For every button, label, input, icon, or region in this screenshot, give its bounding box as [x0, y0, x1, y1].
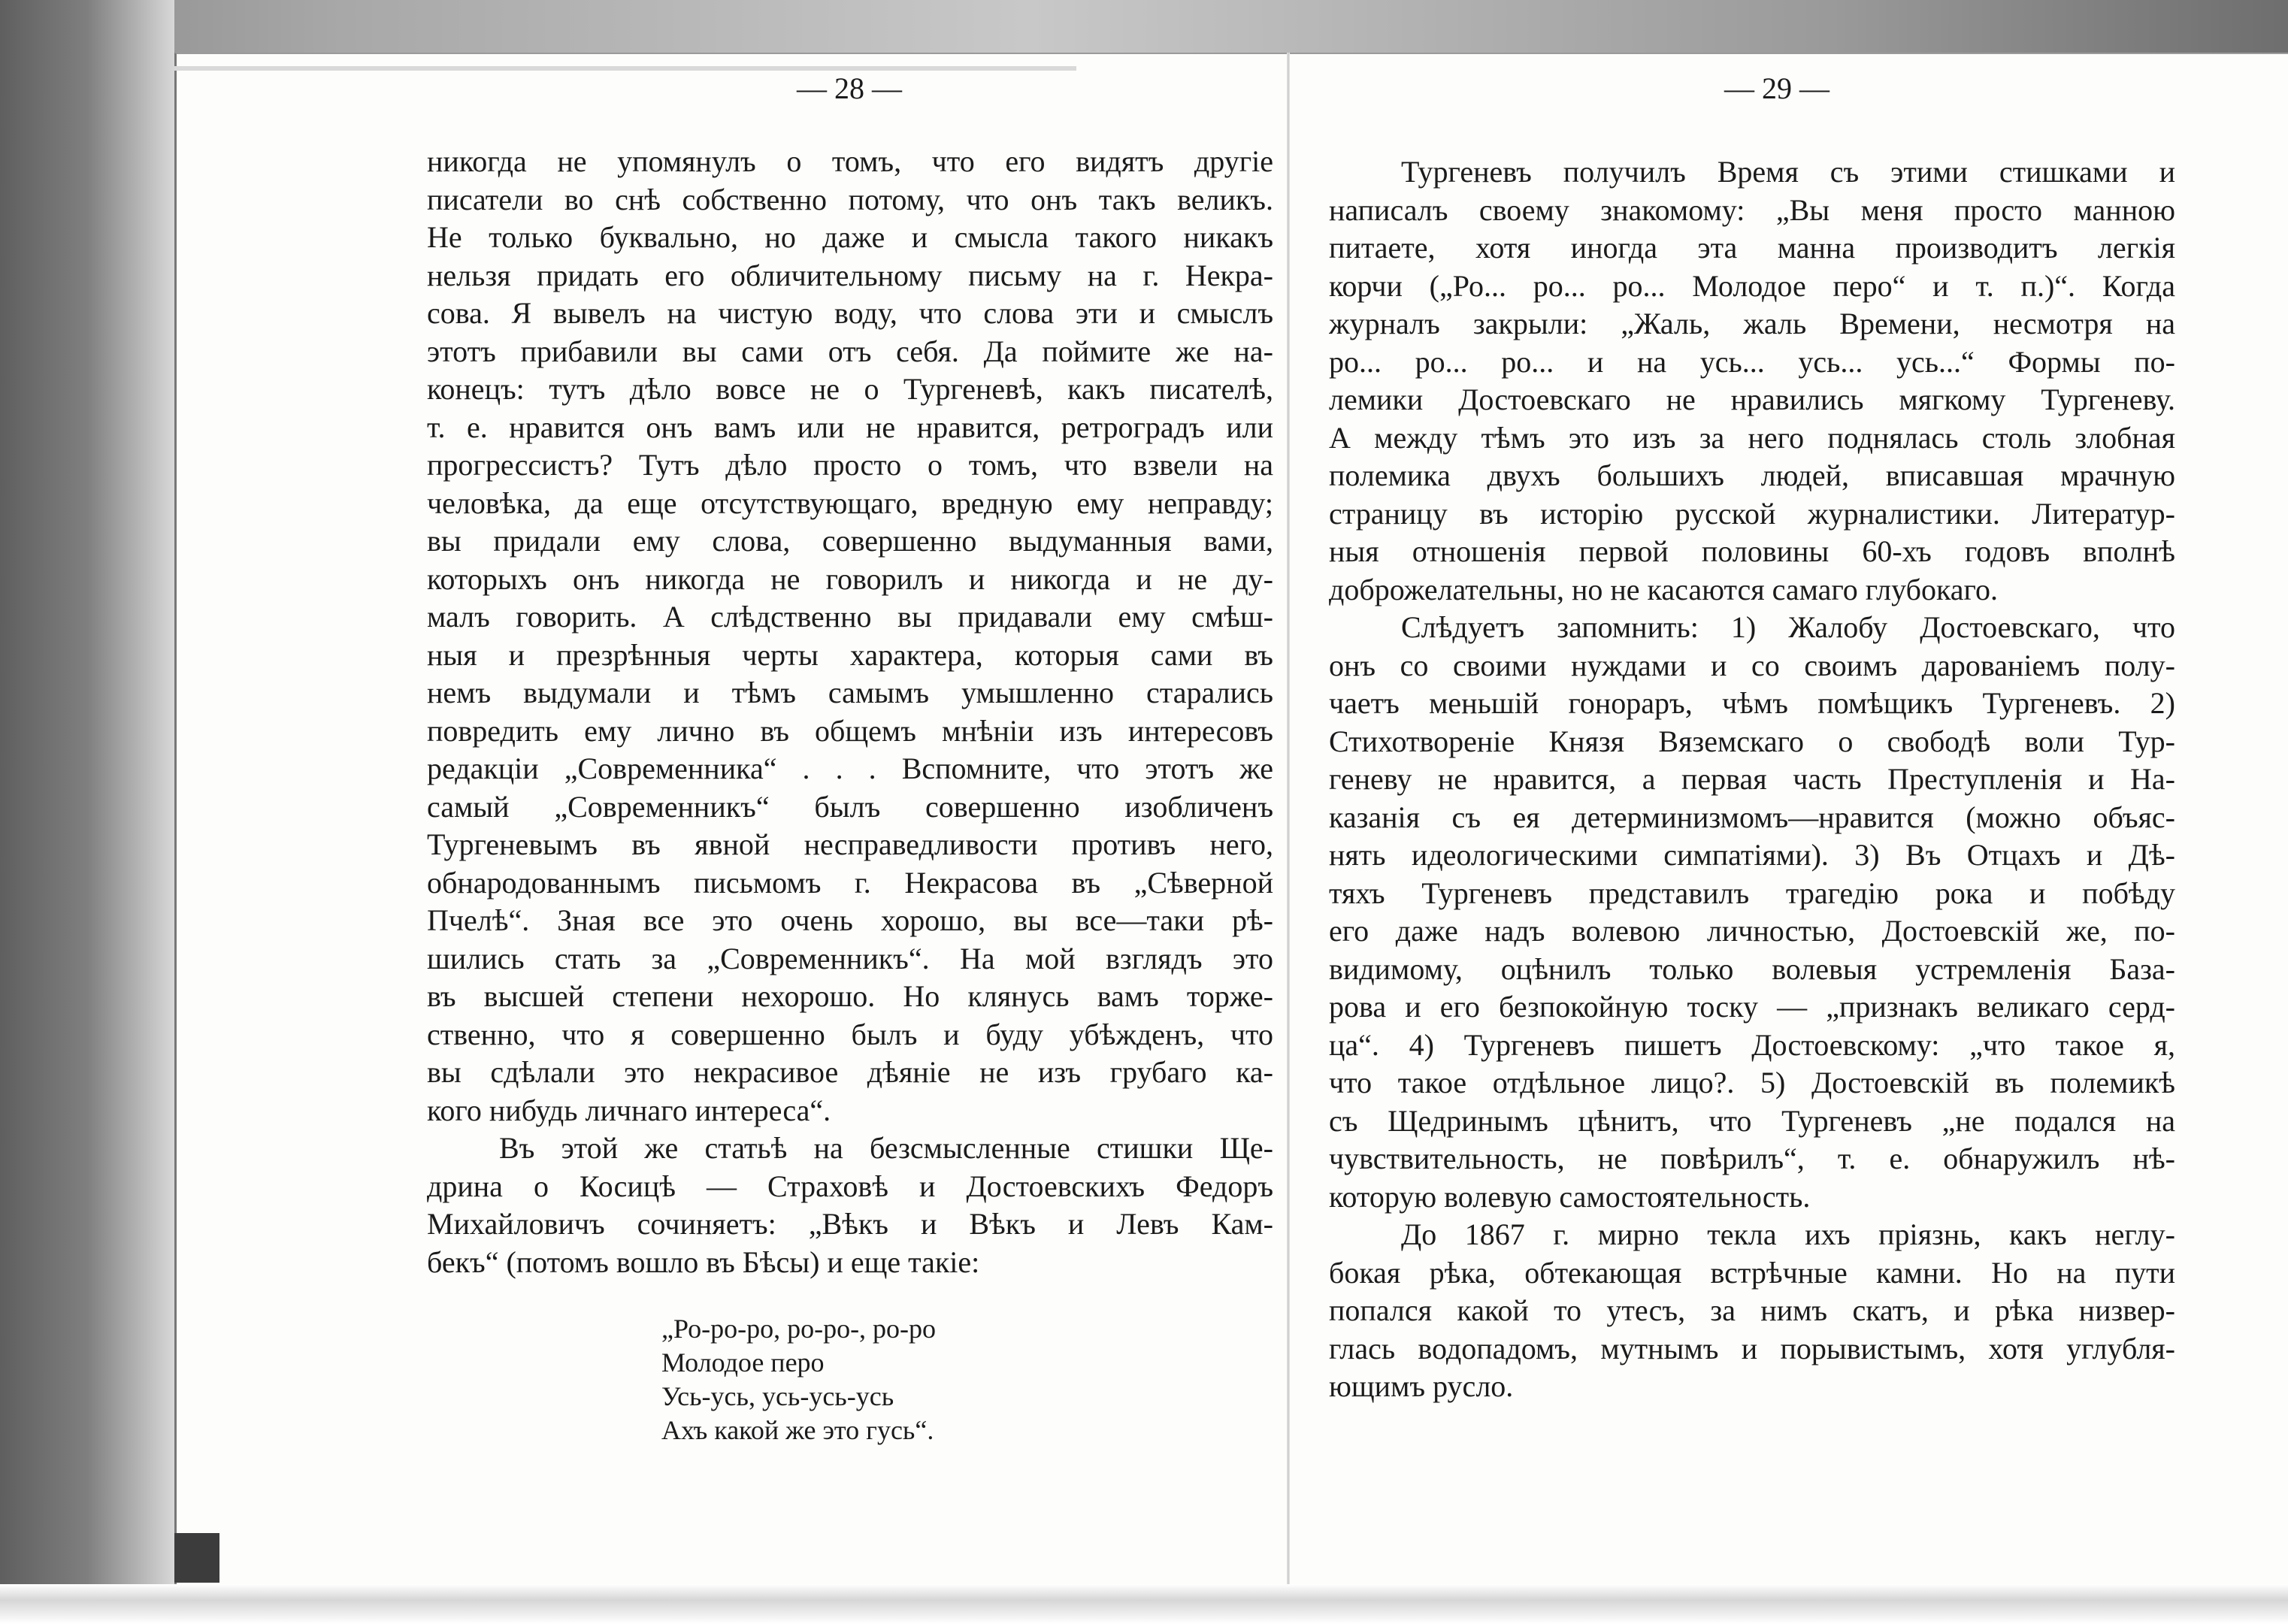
scan-corner-mark: [174, 1533, 219, 1583]
text-line: ца“. 4) Тургеневъ пишетъ Достоевскому: „что такое я,: [1329, 1027, 2175, 1062]
scanner-shadow-bottom: [0, 1584, 2288, 1624]
text-line: писатели во снѣ собственно потому, что онъ такъ великъ.: [427, 182, 1273, 216]
text-line: нельзя придать его обличительному письму на г. Некра-: [427, 258, 1273, 292]
text-line: прогрессистъ? Тутъ дѣло просто о томъ, что взвели на: [427, 448, 1273, 482]
right-page-text: [1329, 153, 2175, 1406]
text-line: которую волевую самостоятельность.: [1329, 1179, 1811, 1214]
verse-quote: [661, 1312, 1112, 1447]
text-line: казанiя съ ея детерминизмомъ—нравится (можно объяс-: [1329, 800, 2175, 834]
text-line: ственно, что я совершенно былъ и буду убѣжденъ, что: [427, 1017, 1273, 1051]
text-line: повредить ему лично въ общемъ мнѣнiи изъ интересовъ: [427, 713, 1273, 748]
text-line: ро... ро... ро... и на усь... усь... усь...“ Формы по-: [1329, 344, 2175, 379]
text-line: дрина о Косицѣ — Страховѣ и Достоевскихъ Федоръ: [427, 1169, 1273, 1203]
scanner-shadow-left: [0, 0, 174, 1624]
text-line: малъ говорить. А слѣдственно вы придавали ему смѣш-: [427, 600, 1273, 634]
text-line: съ Щедринымъ цѣнитъ, что Тургеневъ „не подался на: [1329, 1103, 2175, 1138]
text-line: сова. Я вывелъ на чистую воду, что слова эти и смыслъ: [427, 296, 1273, 330]
book-gutter: [1287, 53, 1290, 1589]
text-line: ныя отношенiя первой половины 60-хъ годовъ вполнѣ: [1329, 534, 2175, 568]
text-line: глась водопадомъ, мутнымъ и порывистымъ, хотя углубля-: [1329, 1331, 2175, 1365]
text-line: корчи („Ро... ро... ро... Молодое перо“ и т. п.)“. Когда: [1329, 268, 2175, 303]
text-line: этотъ прибавили вы сами отъ себя. Да поймите же на-: [427, 334, 1273, 368]
text-line: ющимъ русло.: [1329, 1369, 1514, 1403]
paper-edge: [174, 66, 1076, 71]
text-line: страницу въ исторiю русской журналистики. Литератур-: [1329, 496, 2175, 531]
text-line: До 1867 г. мирно текла ихъ прiязнь, какъ неглу-: [1401, 1217, 2175, 1251]
text-line: въ высшей степени нехорошо. Но клянусь вамъ торже-: [427, 979, 1273, 1013]
text-line: написалъ своему знакомому: „Вы меня просто манною: [1329, 192, 2175, 227]
text-line: конецъ: тутъ дѣло вовсе не о Тургеневѣ, какъ писателѣ,: [427, 372, 1273, 406]
text-line: кого нибудь личнаго интереса“.: [427, 1093, 831, 1127]
scanner-shadow-top: [0, 0, 2288, 60]
left-page-text: [427, 143, 1273, 1281]
text-line: Тургеневымъ въ явной несправедливости противъ него,: [427, 827, 1273, 861]
text-line: т. е. нравится онъ вамъ или не нравится, ретроградъ или: [427, 410, 1273, 444]
text-line: никогда не упомянулъ о томъ, что его видятъ другiе: [427, 144, 1273, 178]
text-line: видимому, оцѣнилъ только волевыя устремленiя База-: [1329, 951, 2175, 986]
text-line: самый „Современникъ“ былъ совершенно изобличенъ: [427, 789, 1273, 824]
text-line: что такое отдѣльное лицо?. 5) Достоевскiй въ полемикѣ: [1329, 1066, 2175, 1099]
text-line: Не только буквально, но даже и смысла такого никакъ: [427, 220, 1273, 254]
text-line: Стихотворенiе Князя Вяземскаго о свободѣ воли Тур-: [1329, 724, 2175, 758]
text-line: Слѣдуетъ запомнить: 1) Жалобу Достоевскаго, что: [1401, 610, 2175, 644]
text-line: нять идеологическими симпатiями). 3) Въ Отцахъ и Дѣ-: [1329, 838, 2175, 872]
text-line: попался какой то утесъ, за нимъ скатъ, и рѣка низвер-: [1329, 1293, 2175, 1327]
text-line: лемики Достоевскаго не нравились мягкому Тургеневу.: [1329, 383, 2175, 416]
text-line: рова и его безпокойную тоску — „признакъ великаго серд-: [1329, 990, 2175, 1024]
text-line: шились стать за „Современникъ“. На мой взглядъ это: [427, 941, 1273, 975]
text-line: доброжелательны, но не касаются самаго глубокаго.: [1329, 572, 1998, 606]
text-line: редакцiи „Современника“ . . . Вспомните, что этотъ же: [427, 752, 1273, 785]
text-line: Михайловичъ сочиняетъ: „Вѣкъ и Вѣкъ и Левъ Кам-: [427, 1207, 1273, 1241]
text-line: А между тѣмъ это изъ за него поднялась столь злобная: [1329, 420, 2175, 455]
text-line: обнародованнымъ письмомъ г. Некрасова въ „Сѣверной: [427, 865, 1273, 900]
verse-line: Ахъ какой же это гусь“.: [661, 1415, 934, 1445]
text-line: человѣка, да еще отсутствующаго, вредную ему неправду;: [427, 485, 1273, 520]
text-line: Пчелѣ“. Зная все это очень хорошо, вы все—таки рѣ-: [427, 903, 1273, 937]
text-line: бокая рѣка, обтекающая встрѣчные камни. Но на пути: [1329, 1255, 2175, 1290]
text-line: чаетъ меньшiй гонораръ, чѣмъ помѣщикъ Тургеневъ. 2): [1329, 686, 2175, 720]
text-line: которыхъ онъ никогда не говорилъ и никогда и не ду-: [427, 561, 1273, 596]
text-line: ныя и презрѣнныя черты характера, которыя сами въ: [427, 637, 1273, 672]
text-line: геневу не нравится, а первая часть Преступленiя и На-: [1329, 762, 2175, 796]
text-line: его даже надъ волевою личностью, Достоевскiй же, по-: [1329, 914, 2175, 948]
text-line: полемика двухъ большихъ людей, вписавшая мрачную: [1329, 458, 2175, 492]
verse-line: Молодое перо: [661, 1347, 825, 1378]
verse-line: „Ро-ро-ро, ро-ро-, ро-ро: [661, 1314, 937, 1344]
text-line: чувствительность, не повѣрилъ“, т. е. обнаружилъ нѣ-: [1329, 1142, 2175, 1175]
text-line: бекъ“ (потомъ вошло въ Бѣсы) и еще такiе:: [427, 1244, 980, 1279]
text-line: онъ со своими нуждами и со своимъ дарованiемъ полу-: [1329, 648, 2175, 682]
right-page-number: — 29 —: [1724, 71, 1829, 105]
text-line: питаете, хотя иногда эта манна производитъ легкiя: [1329, 231, 2175, 265]
left-page-number: — 28 —: [797, 71, 902, 105]
text-line: Въ этой же статьѣ на безсмысленные стишки Щe-: [499, 1131, 1273, 1165]
text-line: Тургеневъ получилъ Время съ этими стишками и: [1401, 155, 2175, 189]
verse-line: Усь-усь, усь-усь-усь: [661, 1381, 894, 1411]
text-line: тяхъ Тургеневъ представилъ трагедiю рока и побѣду: [1329, 876, 2175, 910]
text-line: вы придали ему слова, совершенно выдуманныя вами,: [427, 524, 1273, 558]
text-line: немъ выдумали и тѣмъ самымъ умышленно старались: [427, 676, 1273, 709]
text-line: журналъ закрыли: „Жаль, жаль Времени, несмотря на: [1329, 307, 2175, 340]
text-line: вы сдѣлали это некрасивое дѣянiе не изъ грубаго ка-: [427, 1055, 1273, 1089]
